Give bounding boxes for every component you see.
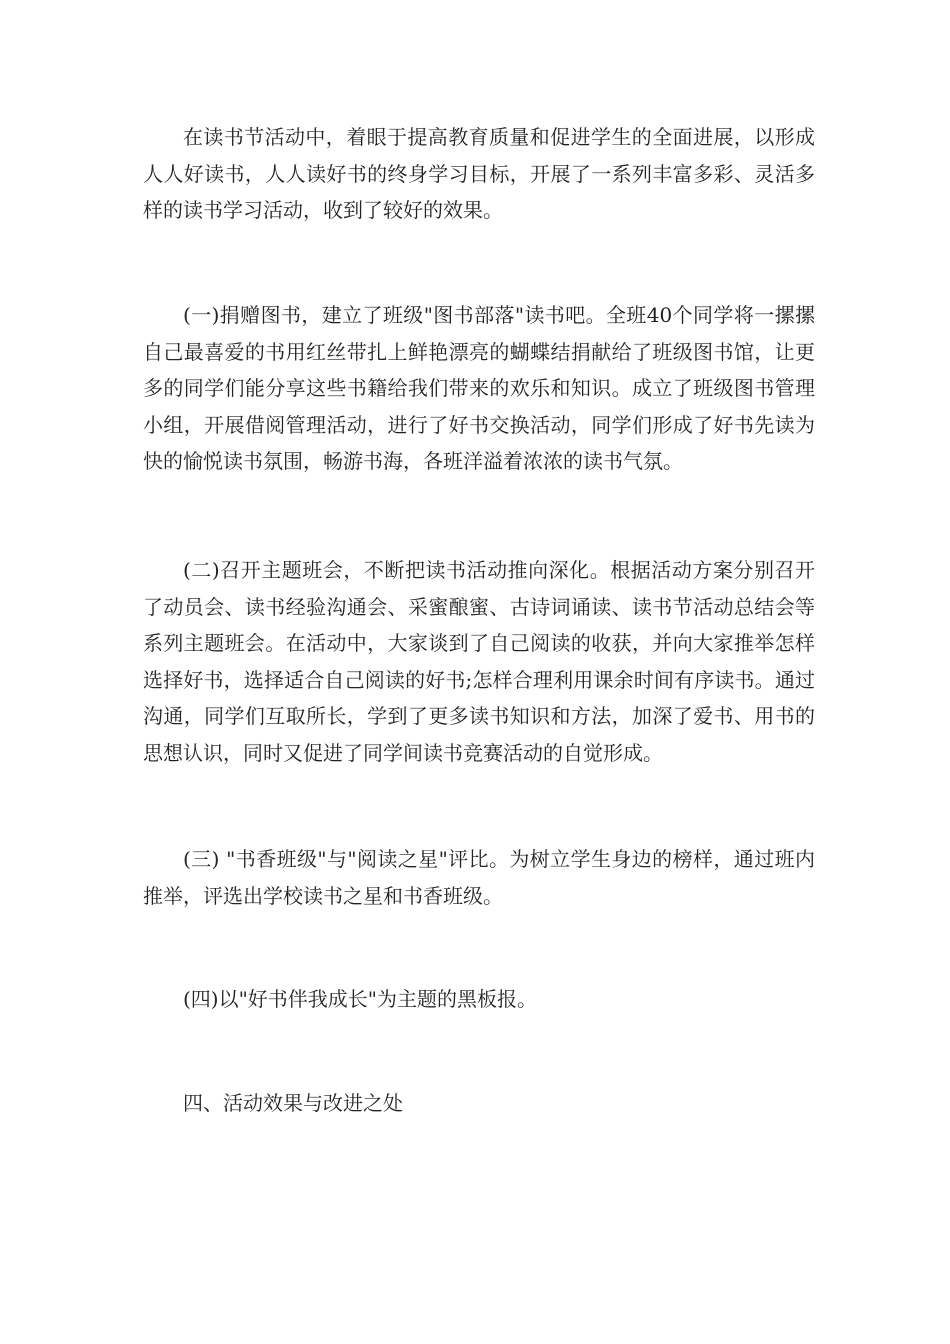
heading-activity-results: 四、活动效果与改进之处: [183, 1091, 403, 1115]
section-4-blackboard-paragraph: (四)以"好书伴我成长"为主题的黑板报。: [183, 987, 538, 1011]
intro-paragraph: 在读书节活动中，着眼于提高教育质量和促进学生的全面进展，以形成人人好读书，人人读好书的终身学习目标，开展了一系列丰富多彩、灵活多样的读书学习活动，收到了较好的效果。: [143, 125, 815, 222]
section-1-book-donation-paragraph: (一)捐赠图书，建立了班级"图书部落"读书吧。全班40个同学将一摞摞自己最喜爱的书用红丝带扎上鲜艳漂亮的蝴蝶结捐献给了班级图书馆，让更多的同学们能分享这些书籍给我们带来的欢乐和知识。成立了班级图书管理小组，开展借阅管理活动，进行了好书交换活动，同学们形成了好书先读为快的愉悦读书氛围，畅游书海，各班洋溢着浓浓的读书气氛。: [143, 303, 815, 473]
section-3-evaluation-paragraph: (三) "书香班级"与"阅读之星"评比。为树立学生身边的榜样，通过班内推举，评选出学校读书之星和书香班级。: [143, 847, 815, 908]
section-2-class-meeting-paragraph: (二)召开主题班会，不断把读书活动推向深化。根据活动方案分别召开了动员会、读书经验沟通会、采蜜酿蜜、古诗词诵读、读书节活动总结会等系列主题班会。在活动中，大家谈到了自己阅读的收获，并向大家推举怎样选择好书，选择适合自己阅读的好书;怎样合理利用课余时间有序读书。通过沟通，同学们互取所长，学到了更多读书知识和方法，加深了爱书、用书的思想认识，同时又促进了同学间读书竞赛活动的自觉形成。: [143, 558, 815, 765]
